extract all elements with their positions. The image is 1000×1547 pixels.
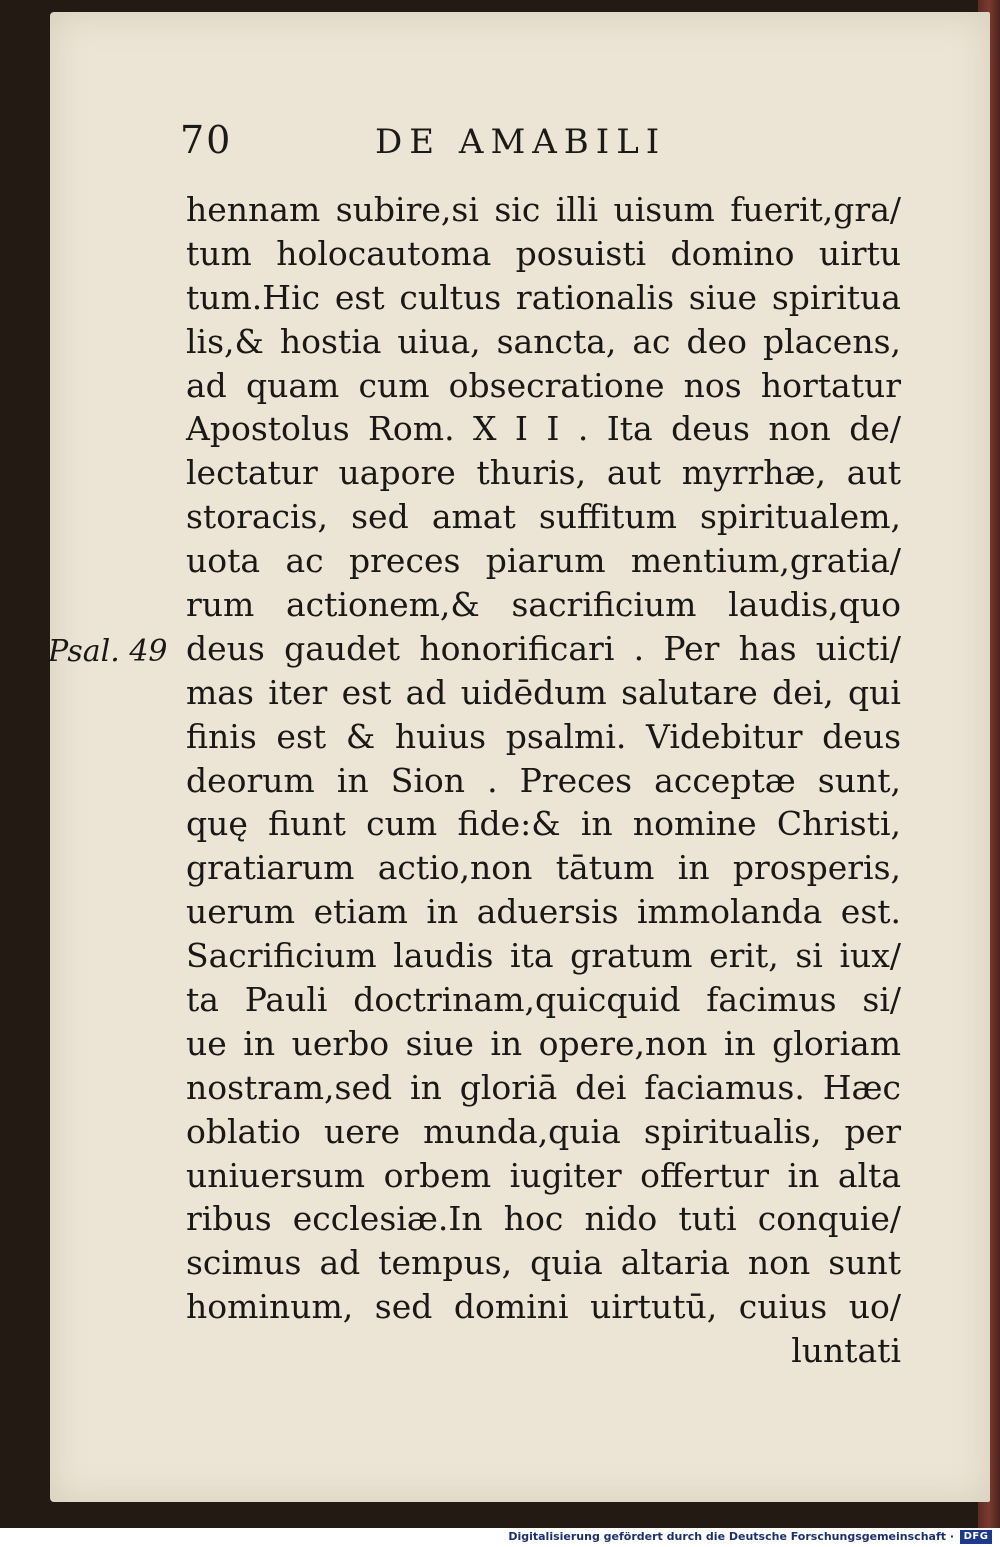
dfg-logo-icon: DFG [960, 1530, 992, 1544]
text-line: uota ac preces piarum mentium,gratia/ [186, 541, 901, 581]
catchword: luntati [791, 1331, 901, 1371]
margin-note: Psal. 49 [48, 634, 168, 669]
text-line: ue in uerbo siue in opere,non in gloriam [186, 1023, 901, 1063]
running-title: DE AMABILI [375, 122, 667, 162]
text-line: Sacrificium laudis ita gratum erit, si iux/ [186, 936, 901, 976]
text-line: oblatio uere munda,quia spiritualis, per [186, 1111, 901, 1151]
footer-bar [0, 1528, 1000, 1547]
text-line: ad quam cum obsecratione nos hortatur [186, 365, 901, 405]
text-line: nostram,sed in gloriā dei faciamus. Hæc [186, 1067, 901, 1107]
text-line: hennam subire,si sic illi uisum fuerit,gra/ [186, 190, 901, 229]
text-line: lectatur uapore thuris, aut myrrhæ, aut [186, 453, 901, 493]
text-line: tum holocautoma posuisti domino uirtu [186, 233, 901, 273]
funding-credit: Digitalisierung gefördert durch die Deutsche Forschungsgemeinschaft · [508, 1530, 954, 1543]
text-line: mas iter est ad uidēdum salutare dei, qui [186, 672, 901, 712]
text-line: gratiarum actio,non tātum in prosperis, [186, 848, 901, 888]
text-line: quę fiunt cum fide:& in nomine Christi, [186, 804, 901, 844]
text-line: deorum in Sion . Preces acceptæ sunt, [186, 760, 901, 800]
text-line: scimus ad tempus, quia altaria non sunt [186, 1243, 901, 1283]
page-number: 70 [180, 118, 233, 162]
text-line: ribus ecclesiæ.In hoc nido tuti conquie/ [186, 1199, 901, 1239]
text-line: lis,& hostia uiua, sancta, ac deo placens, [186, 321, 901, 361]
text-line: uerum etiam in aduersis immolanda est. [186, 892, 901, 932]
running-header [180, 118, 740, 168]
text-line: hominum, sed domini uirtutū, cuius uo/ [186, 1287, 901, 1327]
text-line: uniuersum orbem iugiter offertur in alta [186, 1155, 901, 1195]
text-line: tum.Hic est cultus rationalis siue spiritua [186, 277, 901, 317]
text-line: finis est & huius psalmi. Videbitur deus [186, 716, 901, 756]
text-line: deus gaudet honorificari . Per has uicti/ [186, 628, 901, 668]
body-text [186, 188, 901, 1373]
text-line: ta Pauli doctrinam,quicquid facimus si/ [186, 980, 901, 1020]
text-line: rum actionem,& sacrificium laudis,quo [186, 585, 901, 625]
text-line: storacis, sed amat suffitum spiritualem, [186, 497, 901, 537]
text-line: Apostolus Rom. X I I . Ita deus non de/ [186, 409, 901, 449]
